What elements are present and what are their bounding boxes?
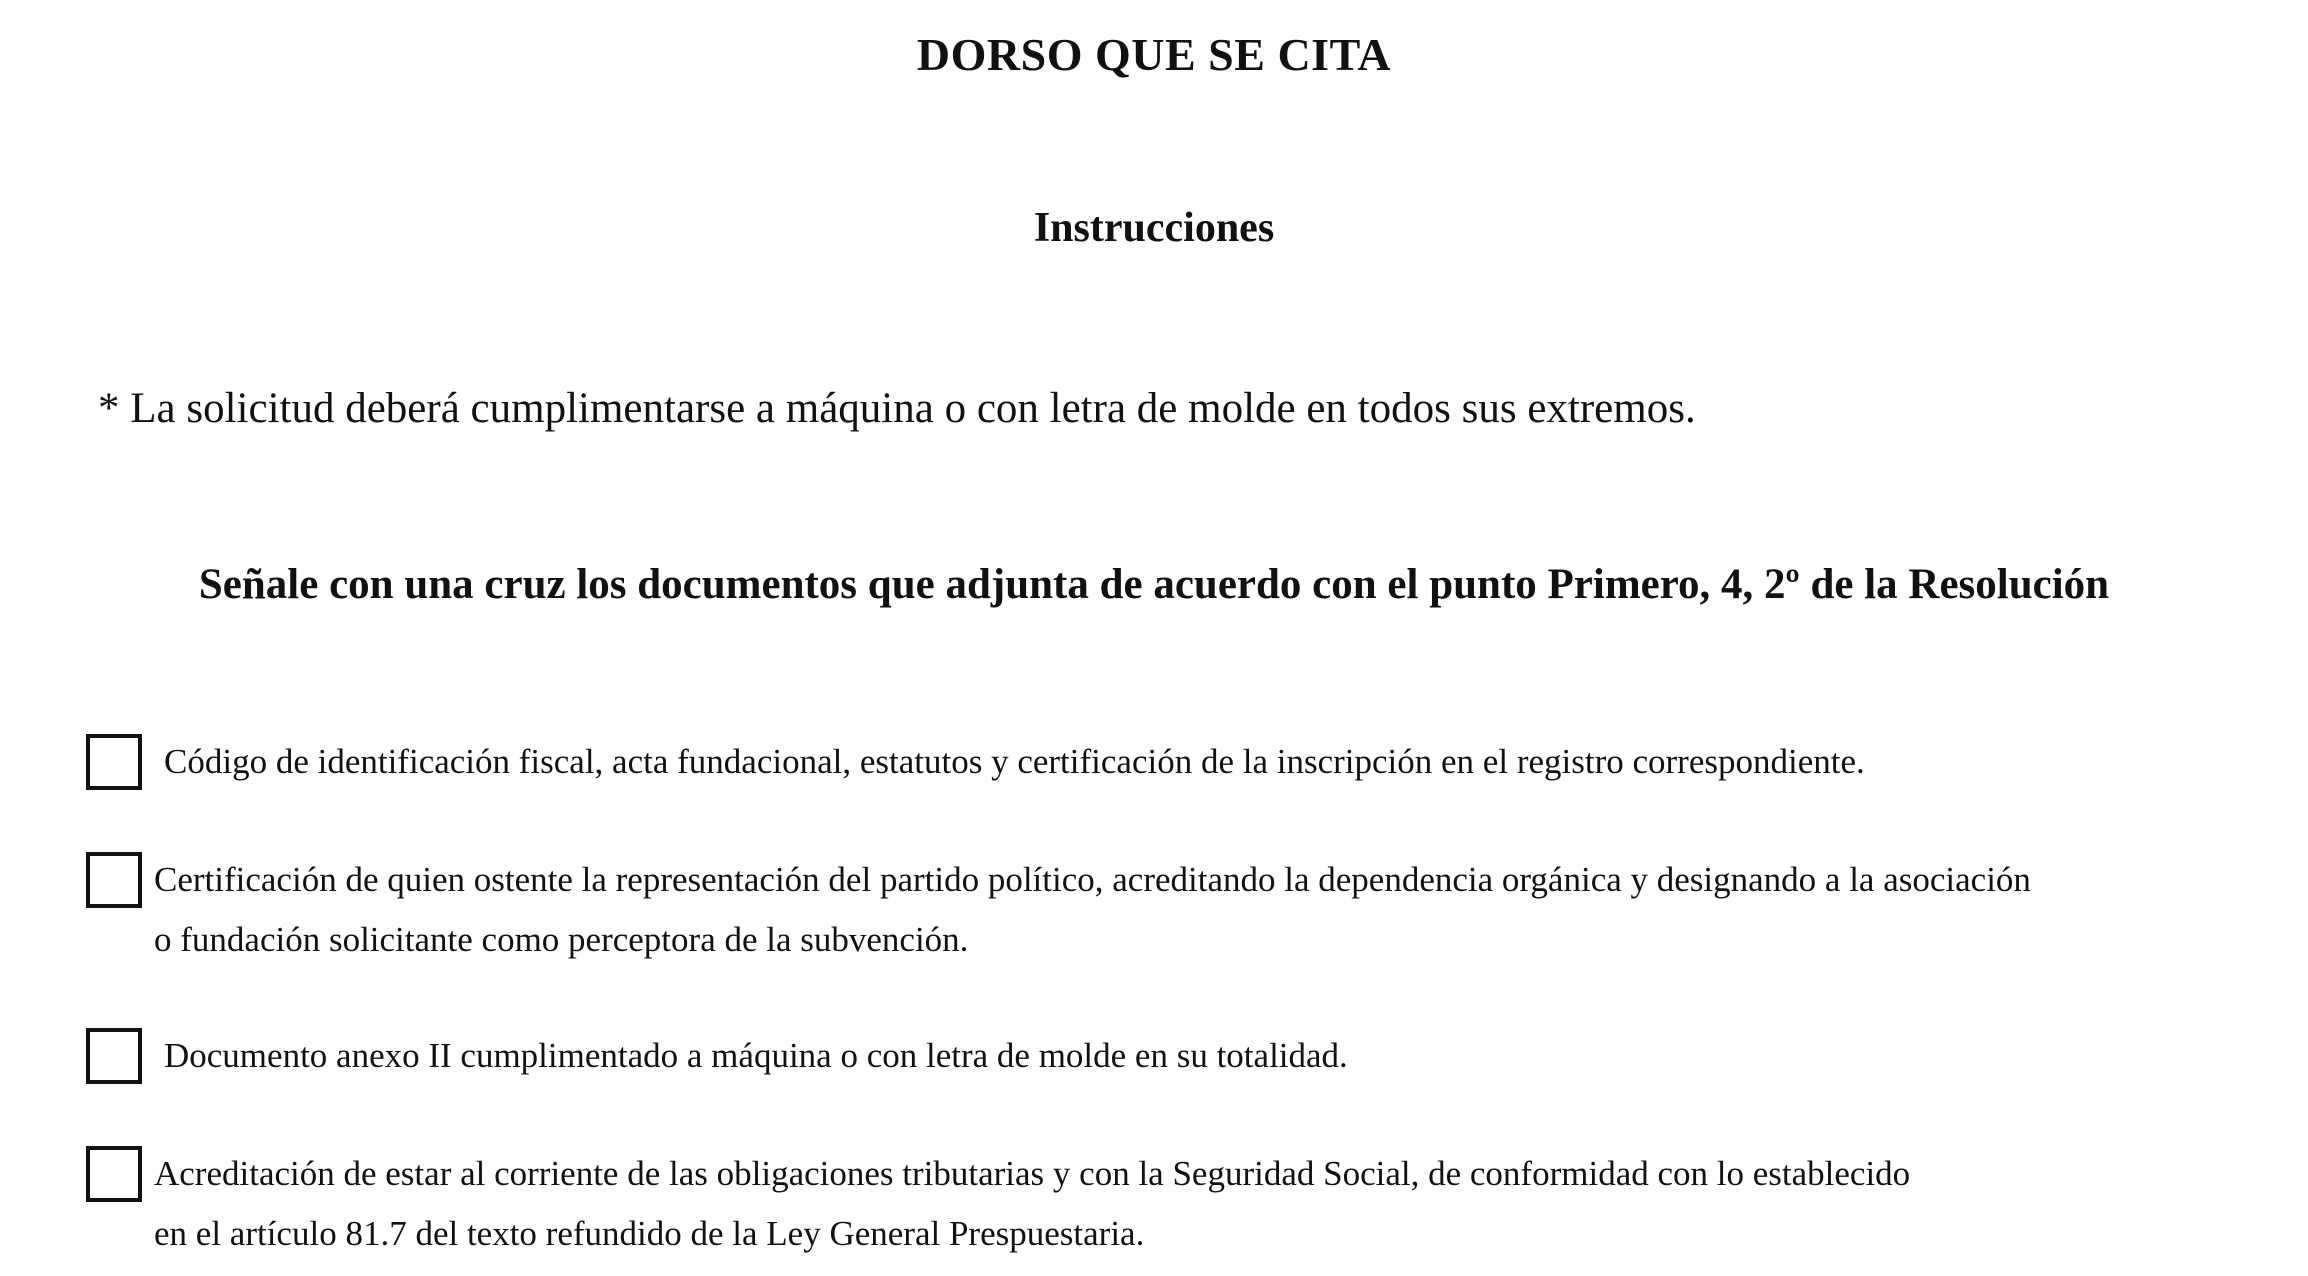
document-checkbox[interactable] [86, 852, 142, 908]
general-note: * La solicitud deberá cumplimentarse a máquina o con letra de molde en todos sus extremos. [98, 385, 1696, 432]
section-subtitle: Instrucciones [1033, 205, 1275, 251]
document-checkbox[interactable] [86, 734, 142, 790]
document-label-continuation: o fundación solicitante como perceptora de la subvención. [154, 920, 969, 959]
document-label-continuation: en el artículo 81.7 del texto refundido de la Ley General Prespuestaria. [154, 1214, 1145, 1253]
checklist-instruction: Señale con una cruz los documentos que adjunta de acuerdo con el punto Primero, 4, 2º de la Resolución [198, 561, 2110, 608]
document-checkbox[interactable] [86, 1028, 142, 1084]
document-label: Certificación de quien ostente la representación del partido político, acreditando la dependencia orgánica y designando a la asociación [154, 860, 2031, 899]
document-label: Código de identificación fiscal, acta fundacional, estatutos y certificación de la inscripción en el registro correspondiente. [164, 742, 1865, 781]
document-label: Acreditación de estar al corriente de las obligaciones tributarias y con la Seguridad Social, de conformidad con lo establecido [154, 1154, 1911, 1193]
document-label: Documento anexo II cumplimentado a máquina o con letra de molde en su totalidad. [164, 1036, 1348, 1075]
document-checkbox[interactable] [86, 1146, 142, 1202]
page-title: DORSO QUE SE CITA [916, 29, 1392, 80]
